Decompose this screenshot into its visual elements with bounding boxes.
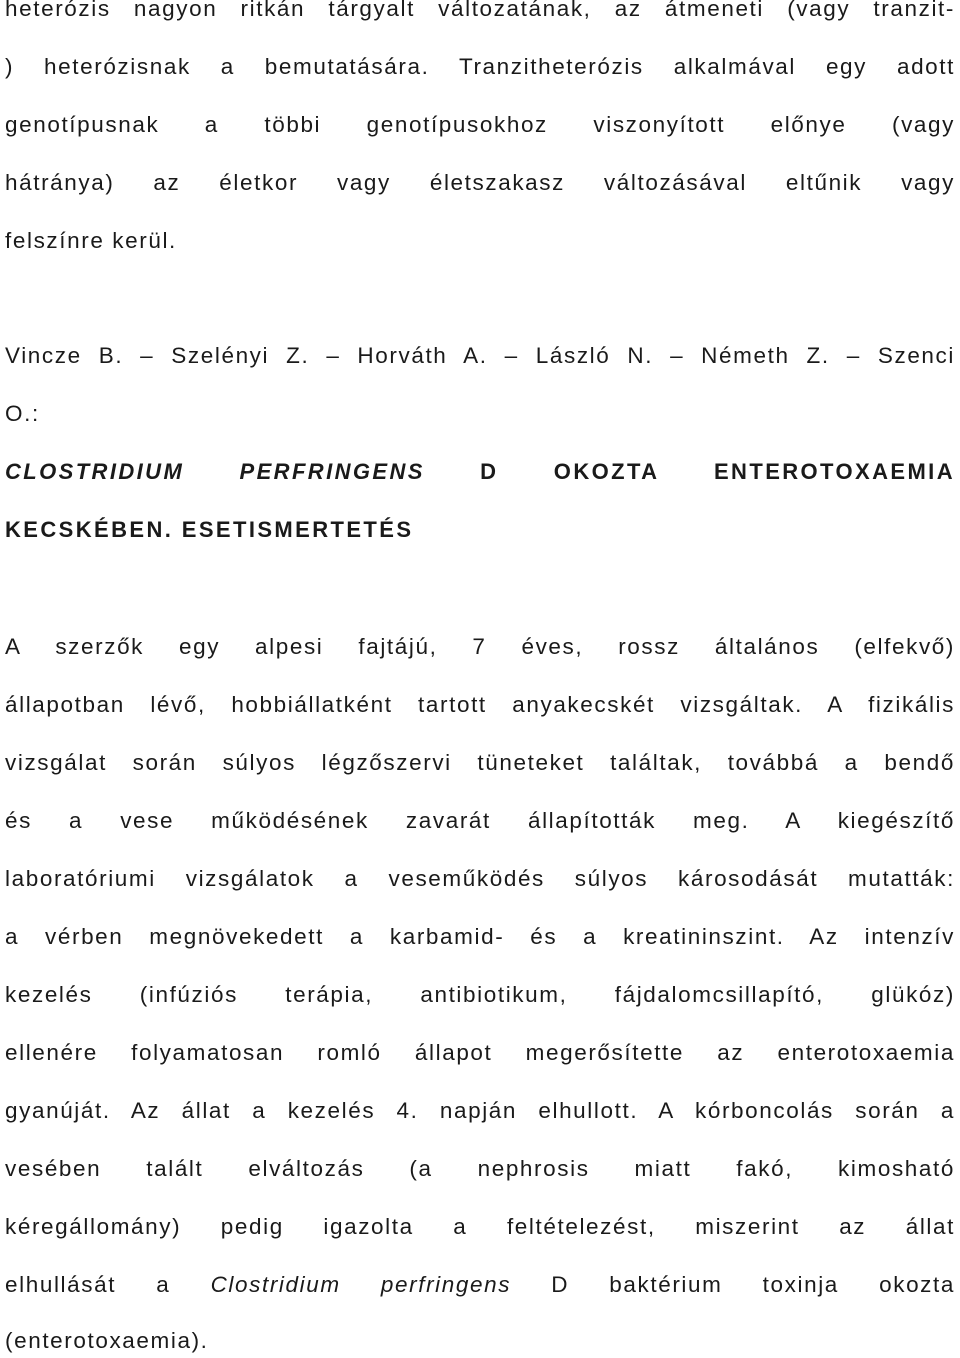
abstract-line-13: (enterotoxaemia).	[5, 1328, 209, 1353]
article-authors: Vincze B. – Szelényi Z. – Horváth A. – László N. – Németh Z. – Szenci	[5, 343, 955, 368]
abstract-line-1: A szerzők egy alpesi fajtájú, 7 éves, rossz általános (elfekvő)	[5, 634, 955, 659]
intro-line-1: heterózis nagyon ritkán tárgyalt változatának, az átmeneti (vagy tranzit-	[5, 0, 955, 21]
abstract-line-2: állapotban lévő, hobbiállatként tartott anyakecskét vizsgáltak. A fizikális	[5, 692, 955, 717]
abstract-line-4: és a vese működésének zavarát állapították meg. A kiegészítő	[5, 808, 955, 833]
intro-line-4: hátránya) az életkor vagy életszakasz változásával eltűnik vagy	[5, 170, 955, 195]
article-authors-cont: O.:	[5, 401, 40, 426]
article-title-rest: D OKOZTA ENTEROTOXAEMIA	[424, 459, 955, 484]
abstract-organism-name: Clostridium perfringens	[210, 1272, 512, 1297]
abstract-line-9: gyanúját. Az állat a kezelés 4. napján elhullott. A kórboncolás során a	[5, 1098, 955, 1123]
abstract-line-5: laboratóriumi vizsgálatok a veseműködés súlyos károsodását mutatták:	[5, 866, 955, 891]
abstract-line-3: vizsgálat során súlyos légzőszervi tüneteket találtak, továbbá a bendő	[5, 750, 955, 775]
abstract-line-10: vesében talált elváltozás (a nephrosis miatt fakó, kimosható	[5, 1156, 955, 1181]
article-title-cont: KECSKÉBEN. ESETISMERTETÉS	[5, 517, 414, 542]
article-title	[5, 457, 955, 487]
intro-line-5: felszínre kerül.	[5, 228, 177, 253]
abstract-line-7: kezelés (infúziós terápia, antibiotikum, fájdalomcsillapító, glükóz)	[5, 982, 955, 1007]
abstract-line-8: ellenére folyamatosan romló állapot megerősítette az enterotoxaemia	[5, 1040, 955, 1065]
abstract-line-11: kéregállomány) pedig igazolta a feltételezést, miszerint az állat	[5, 1214, 955, 1239]
abstract-line-6: a vérben megnövekedett a karbamid- és a kreatininszint. Az intenzív	[5, 924, 955, 949]
abstract-line-12	[5, 1270, 955, 1300]
abstract-line-12-pre: elhullását a	[5, 1272, 211, 1297]
intro-line-2: ) heterózisnak a bemutatására. Tranzitheterózis alkalmával egy adott	[5, 54, 955, 79]
intro-line-3: genotípusnak a többi genotípusokhoz viszonyított előnye (vagy	[5, 112, 955, 137]
article-title-organism: CLOSTRIDIUM PERFRINGENS	[5, 459, 425, 484]
abstract-line-12-post: D baktérium toxinja okozta	[511, 1272, 956, 1297]
